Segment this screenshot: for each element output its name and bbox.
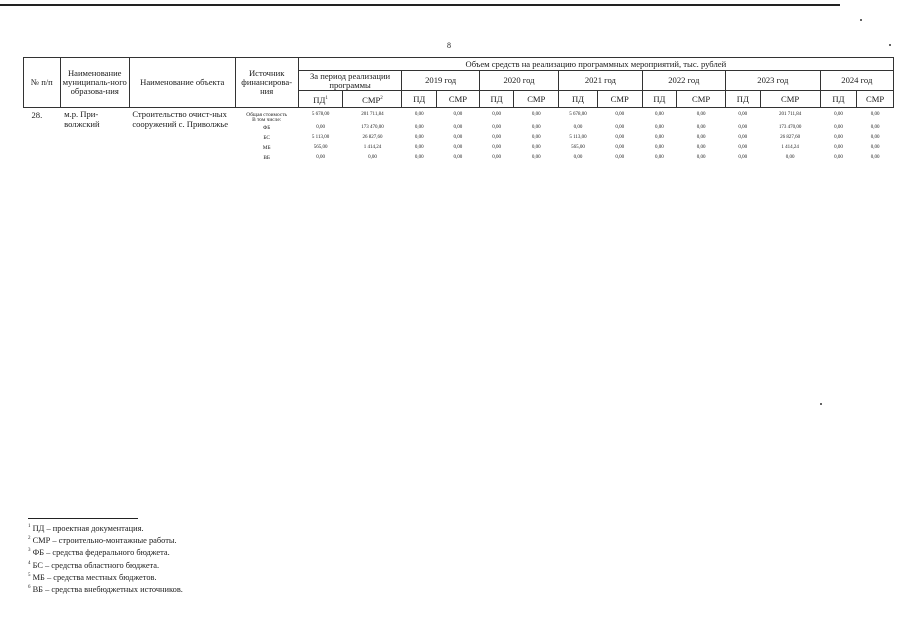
value-cell: 0,00 (453, 145, 463, 150)
value-column (677, 112, 726, 163)
value-column (559, 112, 598, 163)
value-column (642, 112, 677, 163)
header-smr: СМР (597, 91, 642, 108)
value-cell: 0,00 (696, 145, 706, 150)
footnote: $^3$ ФБ – средства федерального бюджета. (28, 548, 170, 558)
value-cell: 0,00 (531, 135, 541, 140)
value-cell: 5 678,00 (569, 112, 587, 117)
header-pd: ПД (479, 91, 514, 108)
source-label: ФБ (262, 125, 271, 131)
value-cell: 5 678,00 (311, 112, 330, 117)
header-pd: ПД (559, 91, 598, 108)
value-cell: 0,00 (414, 112, 424, 117)
value-cell: 0,00 (414, 125, 424, 130)
value-cell: 0,00 (696, 112, 706, 117)
source-label: ВБ (263, 155, 271, 161)
value-cell: 0,00 (492, 145, 501, 150)
row-object: Строительство очист-ных сооружений с. Приволжье (132, 109, 229, 129)
value-cell: 0,00 (492, 125, 501, 130)
value-cell: 0,00 (492, 135, 501, 140)
footnote: $^2$ СМР – строительно-монтажные работы. (28, 536, 177, 545)
value-column (479, 112, 514, 163)
value-cell: 0,00 (492, 112, 501, 117)
value-column (343, 112, 402, 163)
footnote-separator (28, 518, 138, 519)
value-cell: 0,00 (738, 145, 748, 150)
header-year: 2023 год (726, 71, 821, 91)
value-cell: 201 711,84 (778, 112, 802, 117)
value-cell: 1 414,24 (781, 145, 799, 150)
value-cell: 0,00 (834, 135, 843, 140)
header-year: 2019 год (402, 71, 479, 91)
value-cell: 0,00 (531, 145, 541, 150)
value-cell: 0,00 (414, 155, 424, 160)
footnote: $^4$ БС – средства областного бюджета. (28, 560, 160, 570)
value-cell: 0,00 (615, 135, 625, 140)
value-cell: 0,00 (834, 125, 843, 130)
value-cell: 173 470,00 (778, 125, 802, 130)
value-column (597, 112, 642, 163)
value-cell: 0,00 (834, 155, 843, 160)
value-cell: 565,00 (571, 145, 585, 150)
value-cell: 565,00 (313, 145, 328, 150)
header-year: 2020 год (479, 71, 558, 91)
value-column (857, 112, 894, 163)
header-year: 2022 год (642, 71, 725, 91)
value-cell: 0,00 (453, 125, 463, 130)
value-cell: 26 827,60 (780, 135, 801, 140)
value-cell: 0,00 (870, 155, 880, 160)
value-cell: 0,00 (738, 135, 748, 140)
value-cell: 0,00 (696, 125, 706, 130)
value-cell: 201 711,84 (361, 112, 384, 117)
value-cell: 0,00 (655, 145, 664, 150)
source-label: МБ (262, 145, 271, 151)
source-label: БС (263, 135, 270, 141)
source-list (235, 112, 298, 163)
value-cell: 0,00 (870, 135, 880, 140)
header-year: 2024 год (820, 71, 893, 91)
value-column (760, 112, 820, 163)
scan-speck (889, 44, 891, 46)
value-cell: 0,00 (738, 155, 748, 160)
value-cell: 5 113,00 (311, 135, 330, 140)
value-cell: 0,00 (414, 135, 424, 140)
header-smr: СМР (437, 91, 480, 108)
value-cell: 0,00 (655, 155, 664, 160)
header-smr: СМР (857, 91, 894, 108)
value-column (298, 112, 343, 163)
value-cell: 0,00 (453, 135, 463, 140)
value-cell: 0,00 (573, 155, 583, 160)
footnote: $^6$ ВБ – средства внебюджетных источников. (28, 584, 183, 594)
footnotes (28, 522, 183, 595)
value-cell: 0,00 (655, 135, 664, 140)
value-column (402, 112, 437, 163)
value-column (726, 112, 761, 163)
header-object: Наименование объекта (129, 58, 235, 108)
value-cell: 0,00 (785, 155, 795, 160)
value-cell: 0,00 (738, 125, 748, 130)
header-smr: СМР$^2$ (343, 91, 402, 108)
header-source: Источник финансирова-ния (235, 58, 298, 108)
funding-table (23, 57, 894, 218)
value-cell: 0,00 (615, 112, 625, 117)
value-cell: 0,00 (834, 145, 843, 150)
header-volume: Объем средств на реализацию программных мероприятий, тыс. рублей (298, 58, 893, 71)
header-municipality: Наименование муниципаль-ного образова-ния (60, 58, 129, 108)
value-cell: 0,00 (870, 145, 880, 150)
value-cell: 0,00 (531, 112, 541, 117)
header-smr: СМР (514, 91, 559, 108)
value-cell: 0,00 (573, 125, 583, 130)
top-border-line (0, 4, 840, 6)
value-column (820, 112, 857, 163)
value-cell: 0,00 (834, 112, 843, 117)
row-number: 28. (31, 110, 43, 120)
value-cell: 0,00 (453, 155, 463, 160)
header-pd: ПД (820, 91, 857, 108)
footnote: $^5$ МБ – средства местных бюджетов. (28, 572, 157, 582)
value-cell: 0,00 (696, 155, 706, 160)
source-label: В том числе: (252, 117, 282, 123)
header-num: № п/п (24, 58, 61, 108)
row-municipality: м.р. При-волжский (64, 109, 100, 129)
value-cell: 0,00 (655, 125, 664, 130)
header-pd: ПД (642, 91, 677, 108)
value-column (514, 112, 559, 163)
value-cell: 5 113,00 (569, 135, 587, 140)
page-number: 8 (447, 41, 451, 50)
value-cell: 0,00 (368, 155, 377, 160)
value-cell: 0,00 (531, 155, 541, 160)
value-cell: 0,00 (492, 155, 501, 160)
value-cell: 0,00 (696, 135, 706, 140)
value-cell: 0,00 (316, 155, 325, 160)
value-cell: 26 827,60 (362, 135, 383, 140)
value-column (437, 112, 480, 163)
header-pd: ПД (726, 91, 761, 108)
header-period: За период реализации программы (298, 71, 402, 91)
value-cell: 173 470,00 (361, 125, 384, 130)
source-label: Общая стоимость (246, 112, 288, 118)
value-cell: 0,00 (531, 125, 541, 130)
value-cell: 0,00 (870, 125, 880, 130)
footnote: $^1$ ПД – проектная документация. (28, 523, 144, 533)
value-cell: 0,00 (738, 112, 748, 117)
value-cell: 0,00 (655, 112, 664, 117)
value-cell: 0,00 (316, 125, 325, 130)
table-row (24, 108, 894, 219)
value-cell: 0,00 (615, 155, 625, 160)
header-smr: СМР (760, 91, 820, 108)
header-year: 2021 год (559, 71, 642, 91)
value-cell: 0,00 (414, 145, 424, 150)
value-cell: 0,00 (870, 112, 880, 117)
scan-speck (820, 403, 822, 405)
header-pd: $ПД^1$ (298, 91, 343, 108)
scan-speck (860, 19, 862, 21)
value-cell: 0,00 (615, 145, 625, 150)
header-smr: СМР (677, 91, 726, 108)
value-cell: 0,00 (453, 112, 463, 117)
header-pd: ПД (402, 91, 437, 108)
value-cell: 1 414,24 (363, 145, 382, 150)
value-cell: 0,00 (615, 125, 625, 130)
